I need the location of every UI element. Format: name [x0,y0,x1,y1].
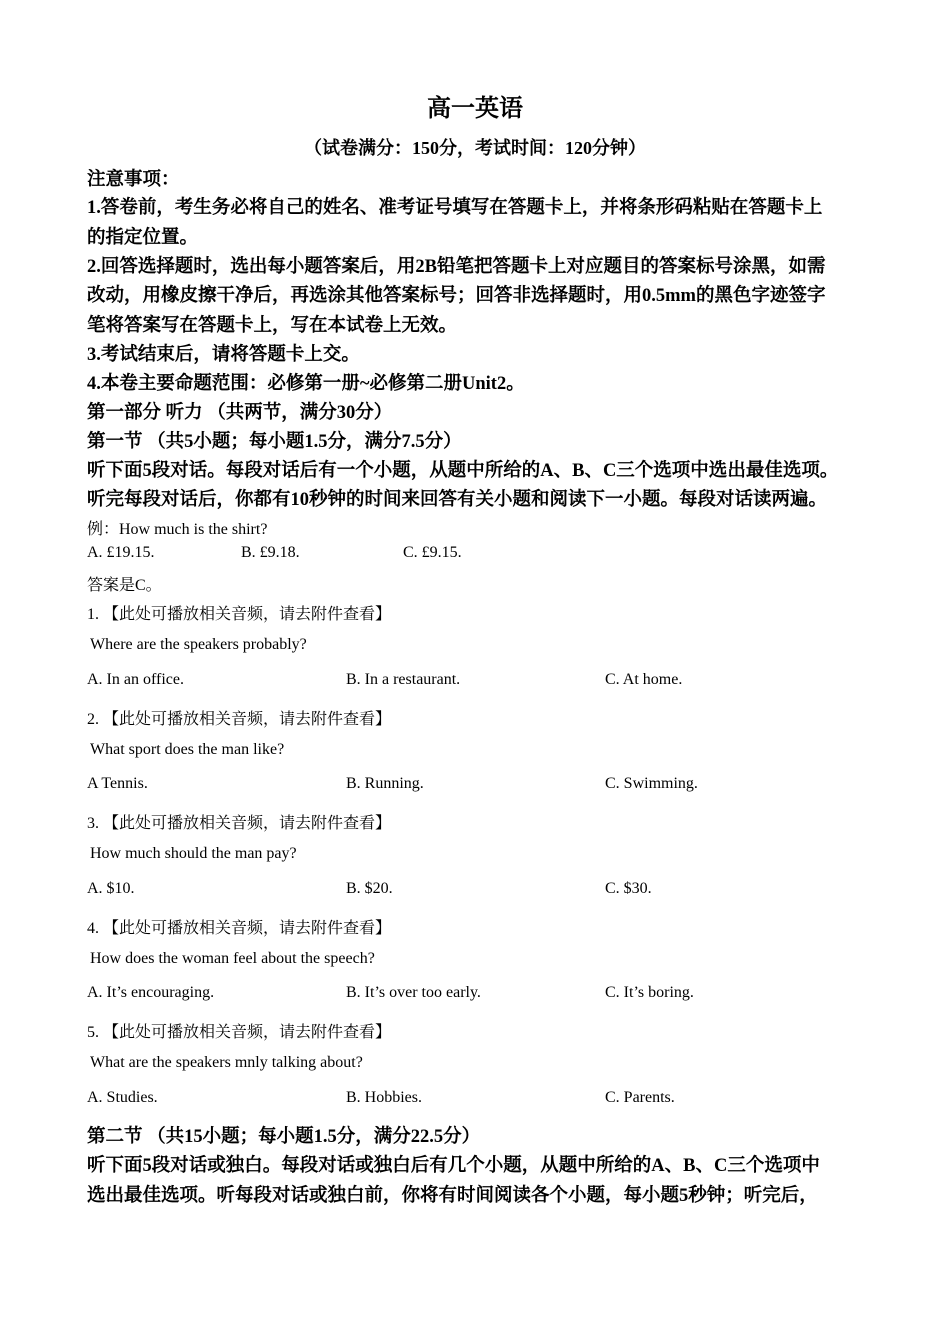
section2-heading: 第二节 （共15小题；每小题1.5分，满分22.5分） [87,1127,481,1147]
audio-note[interactable]: 【此处可播放相关音频，请去附件查看】 [103,711,392,728]
option-c: C. $30. [605,880,652,897]
notice-line: 2.回答选择题时，选出每小题答案后，用2B铅笔把答题卡上对应题目的答案标号涂黑，如需 [87,257,826,277]
audio-note[interactable]: 【此处可播放相关音频，请去附件查看】 [103,920,392,937]
section1-instructions: 听下面5段对话。每段对话后有一个小题，从题中所给的A、B、C三个选项中选出最佳选项。 [87,461,839,481]
notice-heading: 注意事项： [87,170,180,190]
notice-line: 笔将答案写在答题卡上，写在本试卷上无效。 [87,316,458,336]
question-5-header [87,1019,391,1042]
option-b: B. It’s over too early. [346,984,481,1001]
notice-line: 1.答卷前，考生务必将自己的姓名、准考证号填写在答题卡上，并将条形码粘贴在答题卡上 [87,198,823,218]
option-c: C. At home. [605,671,683,688]
notice-line: 的指定位置。 [87,228,199,248]
option-a: A. It’s encouraging. [87,984,215,1001]
section1-instructions: 听完每段对话后，你都有10秒钟的时间来回答有关小题和阅读下一小题。每段对话读两遍。 [87,490,828,510]
notice-line: 4.本卷主要命题范围：必修第一册~必修第二册Unit2。 [87,374,525,394]
example-option-c: C. £9.15. [403,544,462,561]
option-b: B. Hobbies. [346,1089,422,1106]
option-a: A Tennis. [87,775,148,792]
question-4-header [87,915,391,938]
exam-info: （试卷满分：150分，考试时间：120分钟） [304,138,646,158]
question-number: 5. [87,1024,99,1041]
question-stem: What are the speakers mnly talking about? [90,1054,363,1071]
option-a: A. Studies. [87,1089,158,1106]
example-answer: 答案是C。 [87,577,162,594]
question-number: 2. [87,711,99,728]
question-stem: What sport does the man like? [90,741,285,758]
question-number: 4. [87,920,99,937]
question-2-header [87,706,391,729]
question-number: 1. [87,606,99,623]
audio-note[interactable]: 【此处可播放相关音频，请去附件查看】 [103,606,392,623]
question-1-header [87,601,391,624]
option-a: A. $10. [87,880,135,897]
example-option-b: B. £9.18. [241,544,300,561]
section2-instructions: 选出最佳选项。听每段对话或独白前，你将有时间阅读各个小题，每小题5秒钟；听完后， [87,1186,818,1206]
option-c: C. Parents. [605,1089,675,1106]
page-title: 高一英语 [427,96,523,122]
question-stem: Where are the speakers probably? [90,636,307,653]
audio-note[interactable]: 【此处可播放相关音频，请去附件查看】 [103,1024,392,1041]
option-b: B. Running. [346,775,424,792]
option-c: C. It’s boring. [605,984,694,1001]
option-b: B. $20. [346,880,393,897]
notice-line: 3.考试结束后，请将答题卡上交。 [87,345,360,365]
question-number: 3. [87,815,99,832]
question-stem: How does the woman feel about the speech? [90,950,375,967]
option-b: B. In a restaurant. [346,671,461,688]
section2-instructions: 听下面5段对话或独白。每段对话或独白后有几个小题，从题中所给的A、B、C三个选项中 [87,1156,820,1176]
option-a: A. In an office. [87,671,184,688]
example-option-a: A. £19.15. [87,544,155,561]
part1-heading: 第一部分 听力 （共两节，满分30分） [87,403,393,423]
question-3-header [87,810,391,833]
section1-heading: 第一节 （共5小题；每小题1.5分，满分7.5分） [87,432,462,452]
notice-line: 改动，用橡皮擦干净后，再选涂其他答案标号；回答非选择题时，用0.5mm的黑色字迹签字 [87,286,826,306]
option-c: C. Swimming. [605,775,698,792]
example-question: 例：How much is the shirt? [87,521,268,538]
audio-note[interactable]: 【此处可播放相关音频，请去附件查看】 [103,815,392,832]
question-stem: How much should the man pay? [90,845,297,862]
